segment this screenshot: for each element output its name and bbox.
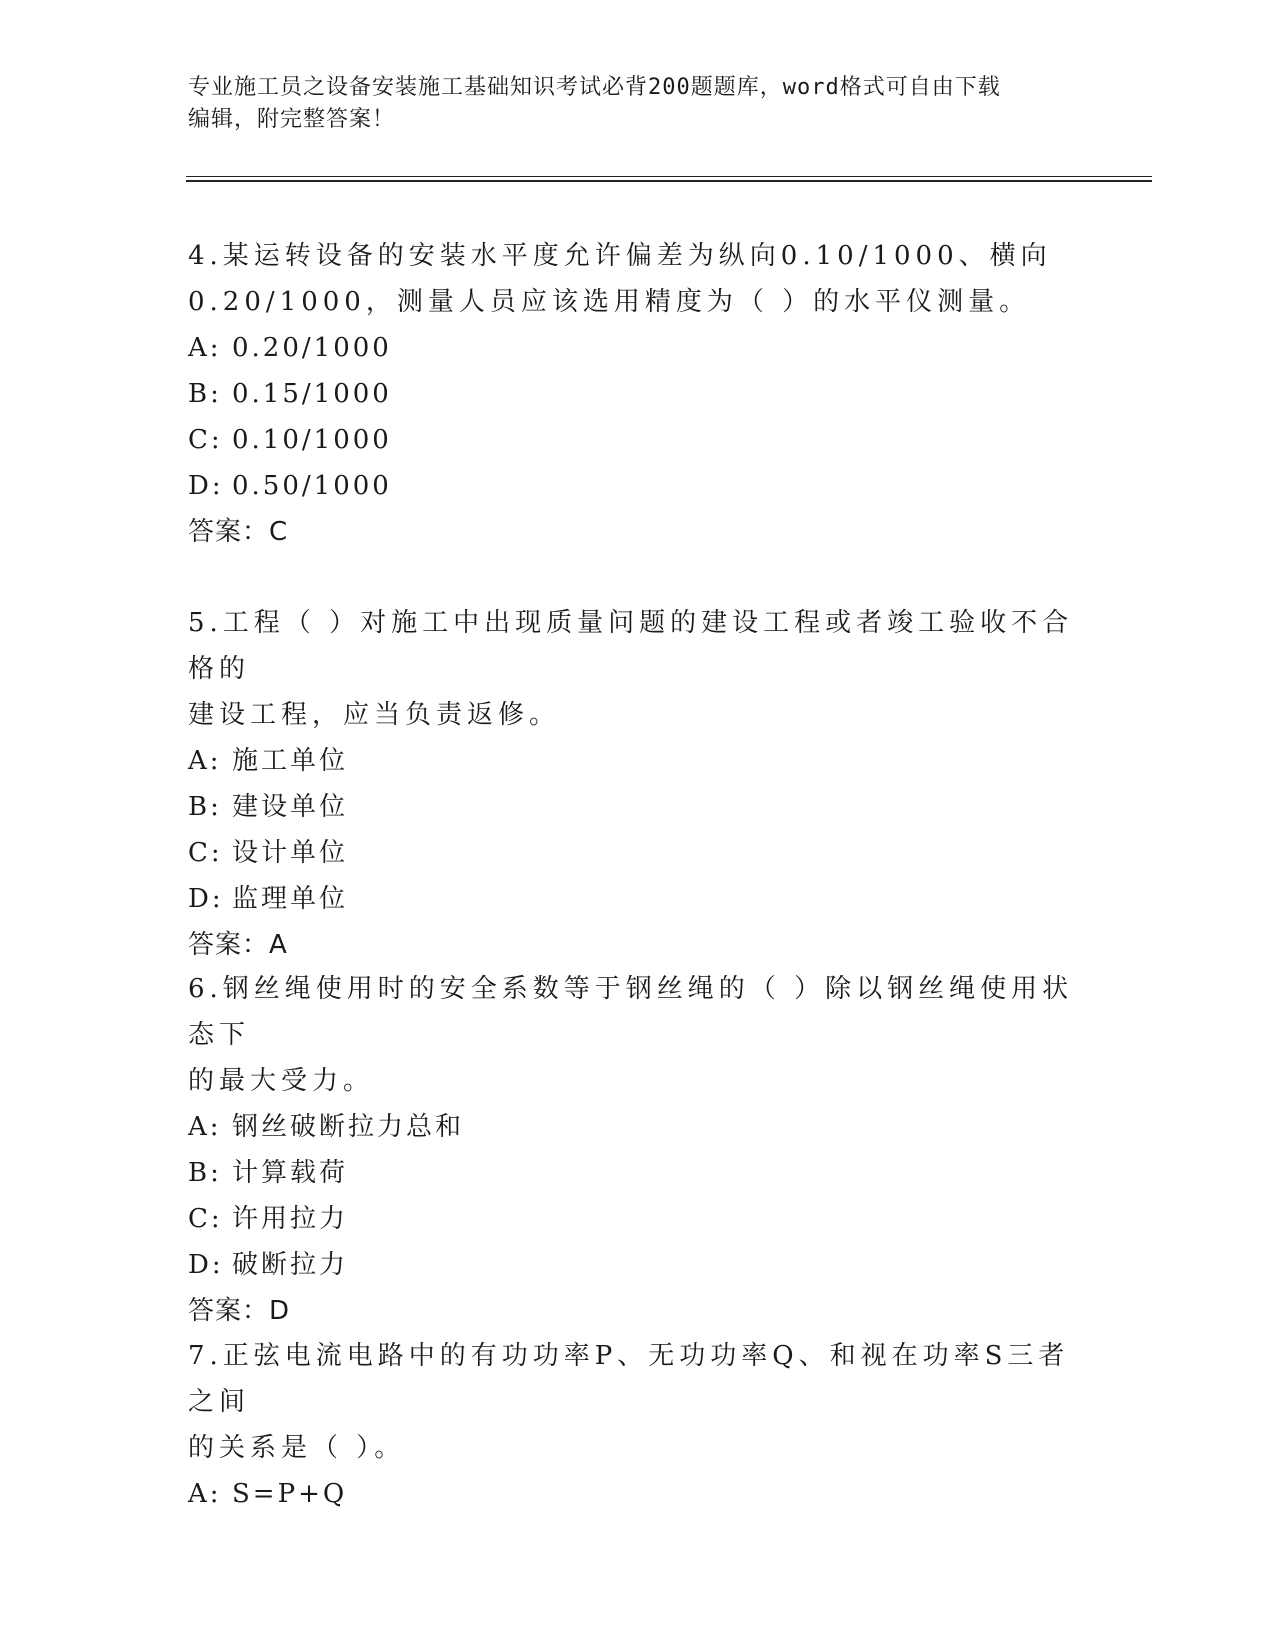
option-letter: B: bbox=[188, 1158, 222, 1188]
answer-line bbox=[188, 922, 1088, 968]
option-text: 施工单位 bbox=[232, 746, 349, 776]
question-line-1: 7.正弦电流电路中的有功功率P、无功功率Q、和视在功率S三者之间 bbox=[188, 1341, 1070, 1417]
question-block bbox=[188, 966, 1088, 1334]
question-block bbox=[188, 1333, 1088, 1517]
answer-line bbox=[188, 1288, 1088, 1334]
option-a bbox=[188, 738, 1088, 784]
option-d bbox=[188, 463, 1088, 509]
option-text: 0.20/1000 bbox=[232, 333, 392, 363]
document-header bbox=[188, 72, 1068, 136]
question-line-1: 6.钢丝绳使用时的安全系数等于钢丝绳的（ ）除以钢丝绳使用状态下 bbox=[188, 974, 1074, 1050]
header-line-2: 编辑，附完整答案！ bbox=[188, 107, 396, 132]
question-line-1: 5.工程（ ）对施工中出现质量问题的建设工程或者竣工验收不合格的 bbox=[188, 608, 1074, 684]
option-text: 0.50/1000 bbox=[232, 471, 392, 501]
header-divider-thin bbox=[186, 176, 1152, 177]
question-text bbox=[188, 1333, 1088, 1471]
header-line-1: 专业施工员之设备安装施工基础知识考试必背200题题库，word格式可自由下载 bbox=[188, 75, 1001, 100]
question-line-2: 0.20/1000，测量人员应该选用精度为（ ）的水平仪测量。 bbox=[188, 287, 1031, 317]
question-line-2: 的关系是（ ）。 bbox=[188, 1433, 406, 1463]
option-letter: A: bbox=[188, 1112, 222, 1142]
option-letter: B: bbox=[188, 379, 222, 409]
option-d bbox=[188, 1242, 1088, 1288]
question-text bbox=[188, 966, 1088, 1104]
option-letter: A: bbox=[188, 333, 222, 363]
option-list bbox=[188, 1471, 1088, 1517]
answer-value: A bbox=[269, 930, 288, 960]
option-letter: D: bbox=[188, 1250, 224, 1280]
header-divider-thick bbox=[186, 180, 1152, 182]
option-b bbox=[188, 371, 1088, 417]
option-letter: A: bbox=[188, 1479, 222, 1509]
option-text: 0.10/1000 bbox=[232, 425, 392, 455]
option-c bbox=[188, 417, 1088, 463]
option-text: 钢丝破断拉力总和 bbox=[232, 1112, 465, 1142]
option-text: 建设单位 bbox=[232, 792, 349, 822]
question-line-1: 4.某运转设备的安装水平度允许偏差为纵向0.10/1000、横向 bbox=[188, 241, 1052, 271]
option-text: 监理单位 bbox=[232, 884, 349, 914]
option-text: 0.15/1000 bbox=[232, 379, 392, 409]
question-block bbox=[188, 600, 1088, 968]
option-a bbox=[188, 325, 1088, 371]
option-c bbox=[188, 830, 1088, 876]
option-b bbox=[188, 1150, 1088, 1196]
question-text bbox=[188, 600, 1088, 738]
option-b bbox=[188, 784, 1088, 830]
option-letter: A: bbox=[188, 746, 222, 776]
option-text: 许用拉力 bbox=[232, 1204, 349, 1234]
option-c bbox=[188, 1196, 1088, 1242]
answer-value: C bbox=[269, 517, 289, 547]
option-letter: C: bbox=[188, 838, 223, 868]
option-a bbox=[188, 1471, 1088, 1517]
answer-line bbox=[188, 509, 1088, 555]
option-list bbox=[188, 1104, 1088, 1288]
option-text: S=P+Q bbox=[232, 1479, 348, 1509]
question-line-2: 建设工程，应当负责返修。 bbox=[188, 700, 561, 730]
question-text bbox=[188, 233, 1088, 325]
option-a bbox=[188, 1104, 1088, 1150]
question-block bbox=[188, 233, 1088, 555]
option-letter: B: bbox=[188, 792, 222, 822]
option-letter: D: bbox=[188, 884, 224, 914]
option-d bbox=[188, 876, 1088, 922]
option-text: 破断拉力 bbox=[232, 1250, 349, 1280]
answer-label: 答案： bbox=[188, 1296, 270, 1326]
option-letter: C: bbox=[188, 425, 223, 455]
option-list bbox=[188, 325, 1088, 509]
answer-label: 答案： bbox=[188, 517, 270, 547]
option-list bbox=[188, 738, 1088, 922]
option-letter: D: bbox=[188, 471, 224, 501]
answer-value: D bbox=[269, 1296, 291, 1326]
option-letter: C: bbox=[188, 1204, 223, 1234]
option-text: 设计单位 bbox=[232, 838, 349, 868]
question-line-2: 的最大受力。 bbox=[188, 1066, 375, 1096]
answer-label: 答案： bbox=[188, 930, 270, 960]
option-text: 计算载荷 bbox=[232, 1158, 349, 1188]
